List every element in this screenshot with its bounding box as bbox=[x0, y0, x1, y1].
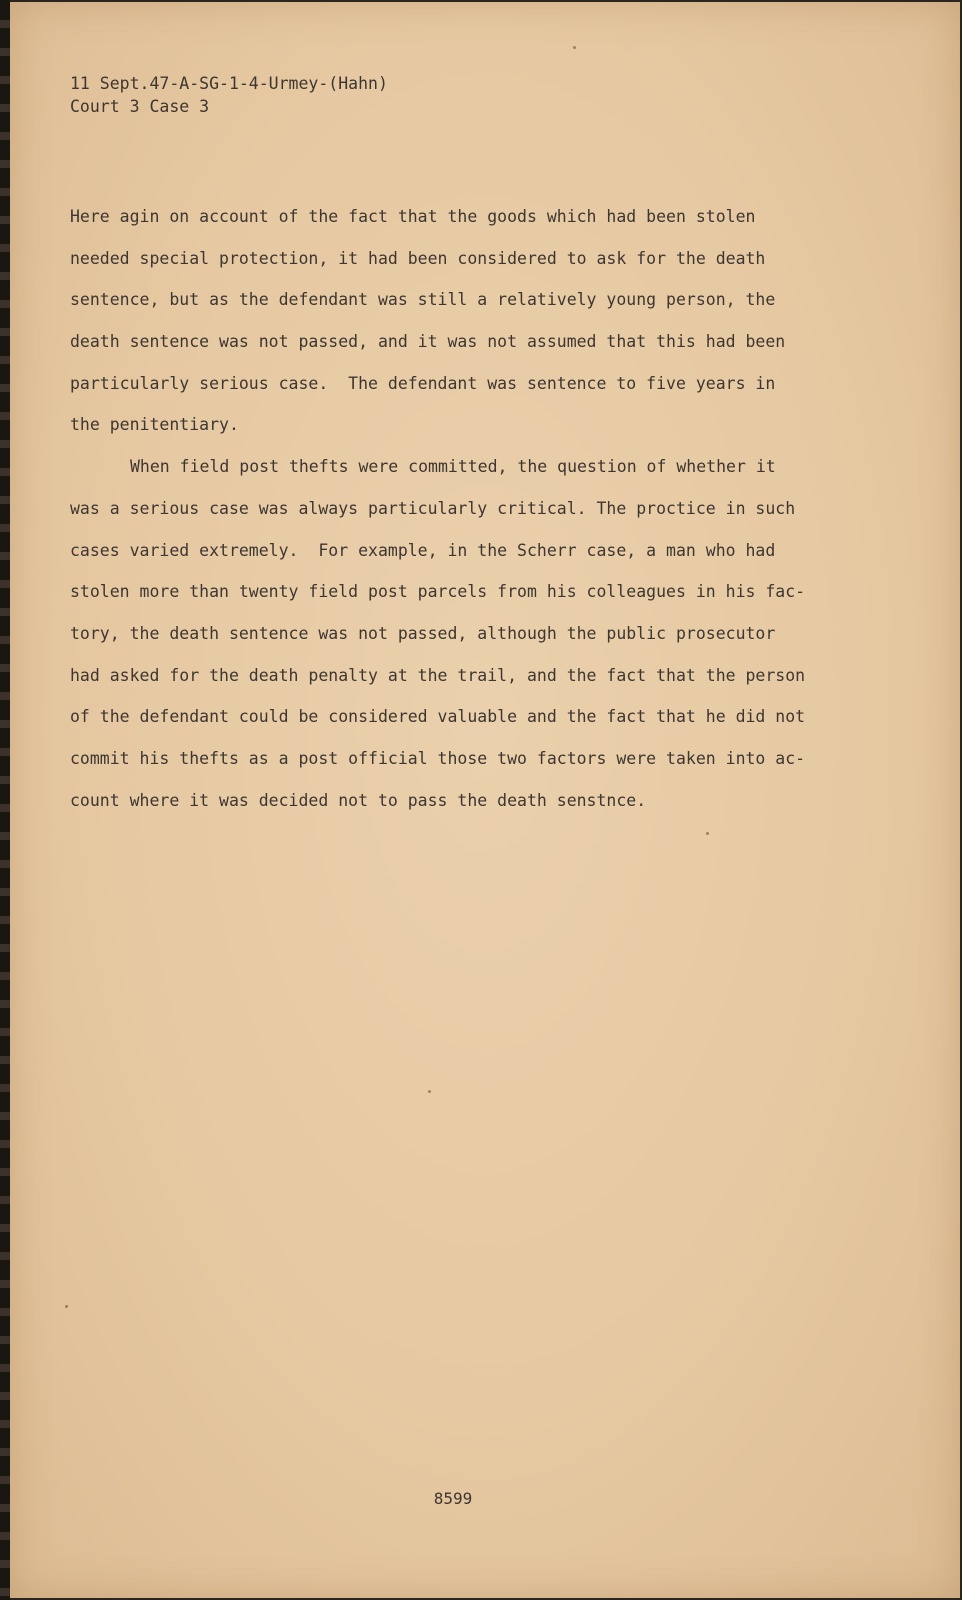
paragraph-2-line: tory, the death sentence was not passed, although the public prosecutor bbox=[70, 623, 776, 643]
paragraph-1-line: Here agin on account of the fact that the goods which had been stolen bbox=[70, 207, 756, 226]
document-header bbox=[70, 72, 388, 118]
paragraph-1-line: particularly serious case. The defendant was sentence to five years in bbox=[70, 373, 776, 393]
paragraph-1-line: the penitentiary. bbox=[70, 415, 239, 435]
paragraph-2-line: count where it was decided not to pass the death senstnce. bbox=[70, 790, 647, 810]
page-number: 8599 bbox=[433, 1489, 473, 1508]
paragraph-2-line: When field post thefts were committed, the question of whether it bbox=[130, 457, 776, 477]
header-court-line: Court 3 Case 3 bbox=[70, 97, 210, 116]
document-page bbox=[10, 2, 960, 1598]
paragraph-2-line: was a serious case was always particularly critical. The proctice in such bbox=[70, 498, 796, 518]
paper-speck bbox=[573, 46, 576, 49]
paper-speck bbox=[428, 1090, 431, 1093]
paragraph-2-line: cases varied extremely. For example, in the Scherr case, a man who had bbox=[70, 540, 776, 560]
paragraph-1-line: needed special protection, it had been considered to ask for the death bbox=[70, 248, 766, 268]
paragraph-2-line: of the defendant could be considered valuable and the fact that he did not bbox=[70, 707, 806, 727]
header-reference-line: 11 Sept.47-A-SG-1-4-Urmey-(Hahn) bbox=[70, 74, 388, 93]
paper-speck bbox=[706, 832, 709, 835]
document-body bbox=[70, 196, 850, 821]
paragraph-1-line: sentence, but as the defendant was still a relatively young person, the bbox=[70, 290, 776, 310]
paragraph-1-line: death sentence was not passed, and it was not assumed that this had been bbox=[70, 332, 786, 352]
paragraph-2-line: commit his thefts as a post official those two factors were taken into ac- bbox=[70, 748, 806, 768]
binder-edge bbox=[0, 0, 10, 1600]
paragraph-2-line: stolen more than twenty field post parcels from his colleagues in his fac- bbox=[70, 582, 806, 602]
paragraph-2-line: had asked for the death penalty at the trail, and the fact that the person bbox=[70, 665, 806, 685]
paper-speck bbox=[65, 1305, 68, 1308]
